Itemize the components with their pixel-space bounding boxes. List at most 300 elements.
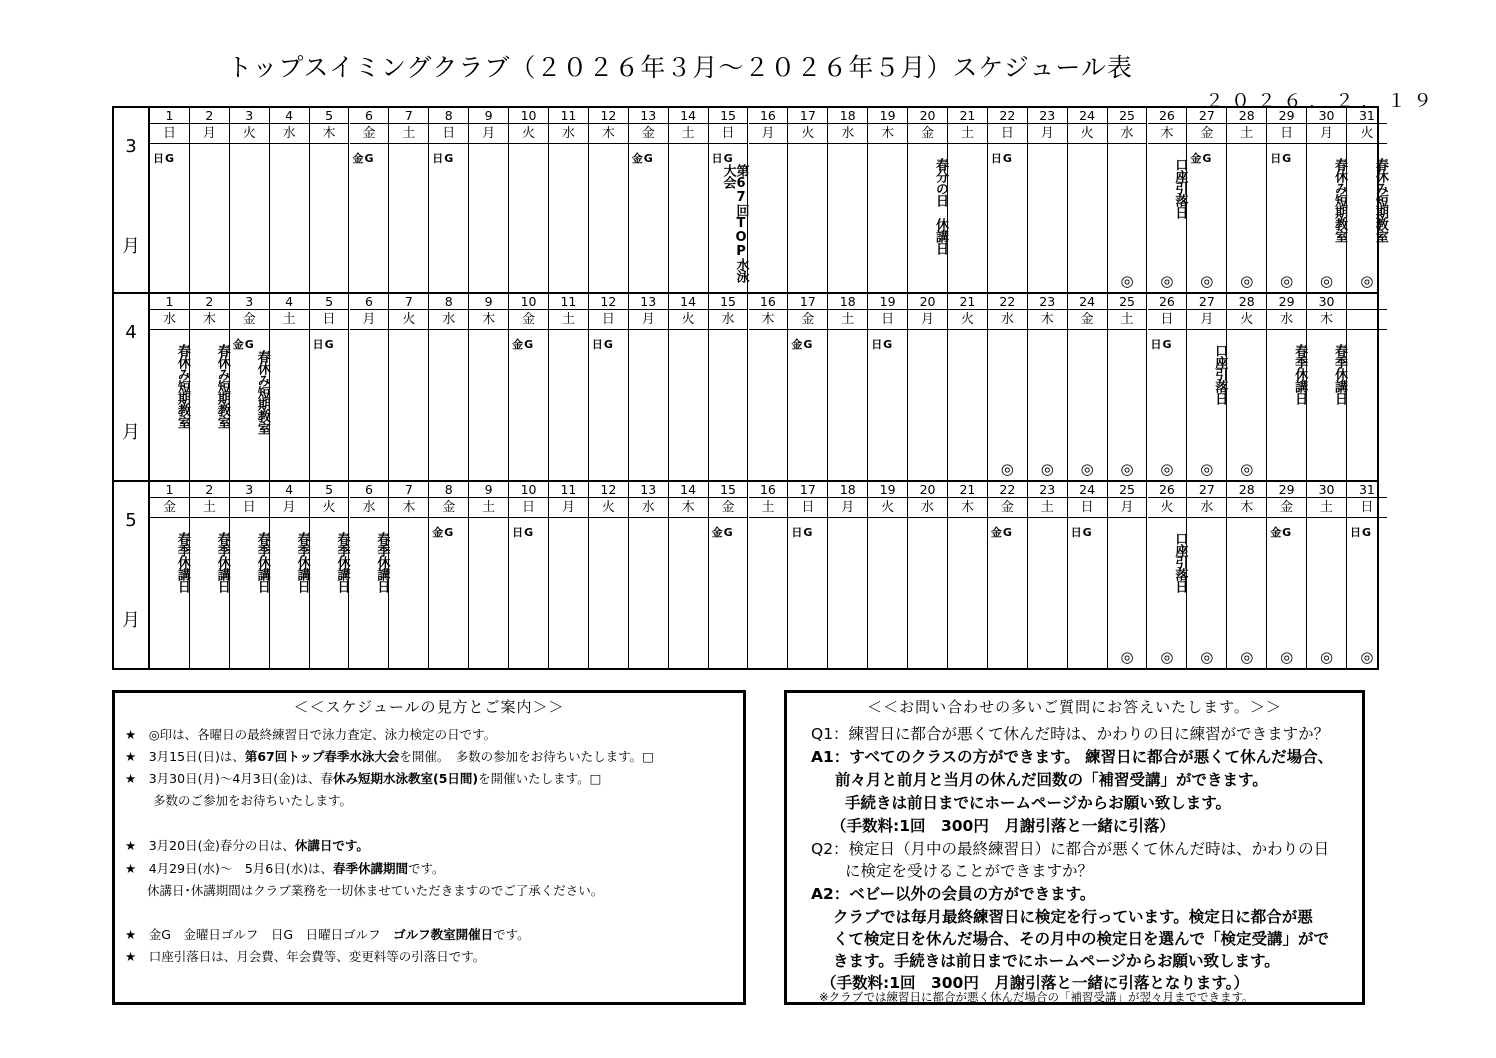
day-weekday: 水 [1267, 310, 1306, 330]
day-weekday: 月 [469, 124, 508, 144]
day-body [350, 332, 389, 480]
day-number: 16 [749, 482, 788, 498]
star-icon: ★ [125, 949, 137, 964]
day-number: 29 [1267, 482, 1306, 498]
day-body [589, 146, 628, 292]
exam-mark-icon: ◎ [1200, 460, 1214, 478]
exam-mark-icon: ◎ [1319, 648, 1334, 666]
day-cell [469, 294, 509, 480]
day-cell [190, 294, 230, 480]
day-weekday: 火 [1347, 124, 1387, 144]
day-weekday: 土 [1227, 124, 1266, 144]
day-body [1187, 332, 1226, 480]
day-weekday: 火 [509, 124, 548, 144]
day-number: 23 [1028, 108, 1067, 124]
day-weekday: 土 [948, 124, 987, 144]
event-text: 第67回TOP水泳大会 [720, 164, 749, 282]
day-cell [1108, 294, 1148, 480]
day-number: 22 [988, 482, 1027, 498]
day-weekday: 木 [1148, 124, 1187, 144]
day-number [1347, 294, 1387, 310]
star-icon: ★ [125, 771, 137, 786]
day-number: 14 [669, 108, 708, 124]
day-weekday: 金 [150, 498, 189, 518]
day-cell [908, 108, 948, 292]
day-cell [749, 482, 789, 668]
day-weekday: 火 [1227, 310, 1266, 330]
day-number: 12 [589, 294, 628, 310]
day-weekday: 火 [389, 310, 428, 330]
day-number: 2 [190, 294, 229, 310]
day-body [1028, 520, 1067, 668]
day-number: 4 [270, 482, 309, 498]
day-weekday: 土 [270, 310, 309, 330]
day-weekday: 土 [749, 498, 788, 518]
day-cell [709, 294, 749, 480]
day-body [1148, 332, 1187, 480]
day-weekday: 木 [589, 124, 628, 144]
day-number: 21 [948, 108, 987, 124]
day-number: 18 [828, 482, 867, 498]
faq-q2-line-2: に検定を受けることができますか？ [845, 862, 1094, 880]
day-number: 12 [589, 108, 628, 124]
day-weekday: 火 [669, 310, 708, 330]
event-text: 口座引落日 [1212, 344, 1228, 404]
day-weekday: 月 [549, 498, 588, 518]
day-body [669, 332, 708, 480]
day-cell [948, 294, 988, 480]
day-cell [629, 482, 669, 668]
day-weekday: 水 [270, 124, 309, 144]
day-weekday: 木 [948, 498, 987, 518]
day-weekday: 水 [350, 498, 389, 518]
day-number: 25 [1108, 108, 1147, 124]
exam-mark-icon: ◎ [1360, 272, 1374, 290]
day-number: 10 [509, 108, 548, 124]
day-weekday: 土 [1028, 498, 1067, 518]
day-number: 1 [150, 294, 189, 310]
day-number: 19 [868, 108, 907, 124]
event-text: 春季休講日 [334, 532, 350, 592]
month-block [114, 482, 1377, 668]
day-body [150, 146, 189, 292]
event-text: 春休み短期教室 [1372, 158, 1388, 242]
exam-mark-icon: ◎ [1200, 648, 1214, 666]
month-suffix: 月 [122, 236, 140, 257]
month-label [114, 294, 150, 480]
day-cell [948, 108, 988, 292]
day-cell [1227, 294, 1267, 480]
day-weekday: 金 [429, 498, 468, 518]
day-body [788, 332, 827, 480]
day-cell [1267, 482, 1307, 668]
day-number: 8 [429, 482, 468, 498]
golf-tag: 日G [432, 152, 455, 165]
event-text: 春季休講日 [1292, 344, 1308, 404]
day-cell [1347, 294, 1387, 480]
event-text: 春休み短期教室 [174, 344, 190, 428]
day-number: 19 [868, 482, 907, 498]
day-cell [270, 108, 310, 292]
golf-tag: 日G [791, 526, 814, 539]
day-number: 28 [1227, 108, 1266, 124]
day-weekday: 土 [1307, 498, 1346, 518]
golf-tag: 金G [791, 338, 814, 351]
day-weekday: 水 [1108, 124, 1147, 144]
day-number: 4 [270, 108, 309, 124]
day-cell [788, 108, 828, 292]
day-cell [509, 482, 549, 668]
day-number: 5 [310, 294, 349, 310]
month-number: 5 [125, 510, 137, 531]
day-weekday: 火 [1148, 498, 1187, 518]
day-cell [389, 482, 429, 668]
exam-mark-icon: ◎ [1160, 648, 1174, 666]
day-body [1148, 520, 1187, 668]
day-weekday: 木 [1227, 498, 1266, 518]
day-body [749, 520, 788, 668]
day-cell [1307, 482, 1347, 668]
exam-mark-icon: ◎ [1280, 272, 1294, 290]
golf-tag: 日G [153, 152, 176, 165]
star-icon: ★ [125, 749, 137, 764]
day-cell [509, 108, 549, 292]
day-body [230, 520, 269, 668]
day-cell [709, 108, 749, 292]
day-number: 21 [948, 294, 987, 310]
guide-line-8: ★ 金G 金曜日ゴルフ 日G 日曜日ゴルフ ゴルフ教室開催日です。 [125, 927, 530, 942]
day-cell [988, 482, 1028, 668]
day-weekday: 月 [1108, 498, 1147, 518]
day-number: 7 [389, 482, 428, 498]
day-number: 6 [350, 108, 389, 124]
day-cell [868, 108, 908, 292]
day-body [1028, 332, 1067, 480]
event-text: 春季休講日 [214, 532, 230, 592]
month-number: 3 [125, 136, 137, 157]
day-number: 20 [908, 108, 947, 124]
day-weekday: 水 [429, 310, 468, 330]
day-body [988, 146, 1027, 292]
day-cell [549, 108, 589, 292]
day-cell [589, 482, 629, 668]
day-weekday: 日 [1068, 498, 1107, 518]
day-weekday: 土 [389, 124, 428, 144]
day-body [270, 520, 309, 668]
day-body [1108, 332, 1147, 480]
day-number: 3 [230, 108, 269, 124]
day-weekday: 月 [1307, 124, 1346, 144]
exam-mark-icon: ◎ [1160, 460, 1174, 478]
golf-tag: 日G [990, 152, 1013, 165]
day-cell [230, 108, 270, 292]
event-text: 春季休講日 [1331, 344, 1347, 404]
day-weekday: 木 [1028, 310, 1067, 330]
star-icon: ★ [125, 927, 137, 942]
day-number: 13 [629, 108, 668, 124]
day-weekday: 月 [190, 124, 229, 144]
day-number: 15 [709, 294, 748, 310]
day-body [230, 146, 269, 292]
day-cell [828, 108, 868, 292]
day-body [1307, 520, 1346, 668]
day-body [1108, 146, 1147, 292]
golf-tag: 日G [1270, 152, 1293, 165]
day-cell [469, 108, 509, 292]
day-weekday: 火 [948, 310, 987, 330]
faq-box [784, 690, 1365, 1005]
day-body [549, 146, 588, 292]
day-number: 26 [1148, 482, 1187, 498]
day-weekday: 木 [469, 310, 508, 330]
faq-q2-line-1: Q2：検定日（月中の最終練習日）に都合が悪くて休んだ時は、かわりの日 [811, 840, 1330, 858]
day-weekday: 月 [1028, 124, 1067, 144]
exam-mark-icon: ◎ [1120, 648, 1134, 666]
day-number: 14 [669, 294, 708, 310]
exam-mark-icon: ◎ [1040, 460, 1054, 478]
day-body [389, 146, 428, 292]
day-body [1267, 146, 1306, 292]
day-body [469, 332, 508, 480]
day-body [1267, 332, 1306, 480]
day-body [749, 332, 788, 480]
day-number: 20 [908, 294, 947, 310]
faq-heading: ＜＜お問い合わせの多いご質問にお答えいたします。＞＞ [867, 698, 1282, 716]
day-number: 13 [629, 294, 668, 310]
day-body [868, 146, 907, 292]
month-suffix: 月 [122, 610, 140, 631]
day-body [549, 520, 588, 668]
day-cell [350, 482, 390, 668]
day-weekday: 日 [1347, 498, 1387, 518]
day-weekday: 金 [509, 310, 548, 330]
golf-tag: 金G [232, 338, 255, 351]
golf-tag: 金G [432, 526, 455, 539]
day-weekday: 日 [868, 310, 907, 330]
day-cell [429, 108, 469, 292]
day-body [509, 146, 548, 292]
day-number: 16 [749, 294, 788, 310]
day-weekday: 木 [389, 498, 428, 518]
day-body [709, 332, 748, 480]
day-cell [988, 108, 1028, 292]
guide-line-1: ★ ◎印は、各曜日の最終練習日で泳力査定、泳力検定の日です。 [125, 727, 497, 742]
day-weekday: 月 [749, 124, 788, 144]
day-weekday: 月 [350, 310, 389, 330]
day-body [828, 146, 867, 292]
day-cell [709, 482, 749, 668]
day-weekday: 日 [988, 124, 1027, 144]
day-number: 12 [589, 482, 628, 498]
day-number: 14 [669, 482, 708, 498]
day-body [1307, 332, 1346, 480]
day-cell [429, 482, 469, 668]
faq-a1-line-4: （手数料:1回 300円 月謝引落と一緒に引落） [831, 817, 1175, 835]
day-number: 11 [549, 108, 588, 124]
day-number: 18 [828, 294, 867, 310]
day-number: 13 [629, 482, 668, 498]
faq-a2-line-2: クラブでは毎月最終練習日に検定を行っています。検定日に都合が悪 [833, 908, 1313, 926]
day-body [589, 520, 628, 668]
day-cell [190, 108, 230, 292]
day-number: 6 [350, 294, 389, 310]
page-title: トップスイミングクラブ（２０２６年３月～２０２６年５月）スケジュール表 [227, 53, 1133, 82]
day-number: 20 [908, 482, 947, 498]
day-body [270, 332, 309, 480]
day-cell [1028, 294, 1068, 480]
day-body [868, 520, 907, 668]
day-body [1187, 146, 1226, 292]
day-weekday [1347, 310, 1387, 330]
event-text: 口座引落日 [1172, 532, 1188, 592]
day-weekday: 水 [988, 310, 1027, 330]
month-label [114, 108, 150, 292]
day-cell [469, 482, 509, 668]
day-weekday: 月 [1187, 310, 1226, 330]
day-cell [908, 482, 948, 668]
day-weekday: 金 [1267, 498, 1306, 518]
day-number: 29 [1267, 294, 1306, 310]
guide-line-2: ★ 3月15日(日)は、第67回トップ春季水泳大会を開催。 多数の参加をお待ちいたします。□ [125, 749, 654, 764]
day-cell [230, 482, 270, 668]
day-cell [948, 482, 988, 668]
day-cell [669, 482, 709, 668]
day-weekday: 金 [629, 124, 668, 144]
month-number: 4 [125, 322, 137, 343]
day-cell [1148, 482, 1188, 668]
day-cell [1148, 294, 1188, 480]
day-body [1068, 146, 1107, 292]
event-text: 春休み短期教室 [214, 344, 230, 428]
golf-tag: 金G [1190, 152, 1213, 165]
day-weekday: 月 [828, 498, 867, 518]
day-cell [1227, 108, 1267, 292]
day-cell [868, 482, 908, 668]
faq-note: ※クラブでは練習日に都合が悪く休んだ場合の「補習受講」が翌々月までできます。 [819, 990, 1254, 1004]
day-body [828, 520, 867, 668]
day-body [469, 146, 508, 292]
day-weekday: 火 [1068, 124, 1107, 144]
day-weekday: 日 [230, 498, 269, 518]
day-body [1267, 520, 1306, 668]
day-number: 15 [709, 482, 748, 498]
golf-tag: 日G [312, 338, 335, 351]
day-weekday: 日 [788, 498, 827, 518]
day-number: 11 [549, 294, 588, 310]
day-body [350, 146, 389, 292]
day-weekday: 日 [150, 124, 189, 144]
guide-heading: ＜＜スケジュールの見方とご案内＞＞ [293, 698, 565, 716]
day-body [629, 520, 668, 668]
day-cell [908, 294, 948, 480]
day-body [1307, 146, 1346, 292]
day-cell [150, 482, 190, 668]
day-weekday: 月 [270, 498, 309, 518]
golf-tag: 金G [1270, 526, 1293, 539]
day-body [270, 146, 309, 292]
exam-mark-icon: ◎ [1160, 272, 1174, 290]
day-number: 30 [1307, 482, 1346, 498]
schedule-grid [112, 106, 1388, 670]
day-number: 24 [1068, 482, 1107, 498]
event-text: 春季休講日 [254, 532, 270, 592]
day-weekday: 水 [549, 124, 588, 144]
day-number: 24 [1068, 294, 1107, 310]
exam-mark-icon: ◎ [1120, 272, 1134, 290]
day-weekday: 金 [988, 498, 1027, 518]
event-text: 春季休講日 [294, 532, 310, 592]
day-body [549, 332, 588, 480]
day-weekday: 金 [1187, 124, 1226, 144]
day-body [669, 146, 708, 292]
exam-mark-icon: ◎ [1360, 648, 1374, 666]
day-body [948, 146, 987, 292]
day-number: 9 [469, 108, 508, 124]
day-number: 17 [788, 294, 827, 310]
day-number: 25 [1108, 482, 1147, 498]
day-cell [1267, 108, 1307, 292]
day-number: 27 [1187, 294, 1226, 310]
faq-a2-line-3: くて検定日を休んだ場合、その月中の検定日を選んで「検定受講」がで [833, 930, 1330, 948]
faq-a1-line-3: 手続きは前日までにホームページからお願い致します。 [845, 794, 1231, 812]
day-number: 9 [469, 482, 508, 498]
day-body [389, 332, 428, 480]
day-cell [389, 294, 429, 480]
day-body [589, 332, 628, 480]
day-number: 5 [310, 482, 349, 498]
day-weekday: 日 [509, 498, 548, 518]
day-cell [549, 482, 589, 668]
day-cell [1307, 108, 1347, 292]
day-number: 30 [1307, 294, 1346, 310]
day-body [828, 332, 867, 480]
star-icon: ★ [125, 838, 137, 853]
guide-line-5: ★ 3月20日(金)春分の日は、休講日です。 [125, 838, 369, 853]
day-body [1347, 520, 1387, 668]
issue-date: ２０２６．２．１９ [1205, 90, 1440, 112]
day-cell [1187, 294, 1227, 480]
day-cell [270, 482, 310, 668]
day-cell [1227, 482, 1267, 668]
day-number: 3 [230, 482, 269, 498]
event-text: 春季休講日 [174, 532, 190, 592]
day-cell [1068, 482, 1108, 668]
guide-line-6: ★ 4月29日(水)～ 5月6日(水)は、春季休講期間です。 [125, 861, 445, 876]
day-body [1108, 520, 1147, 668]
day-weekday: 月 [629, 310, 668, 330]
day-weekday: 土 [469, 498, 508, 518]
day-weekday: 火 [230, 124, 269, 144]
day-weekday: 日 [429, 124, 468, 144]
day-body [709, 520, 748, 668]
day-weekday: 水 [828, 124, 867, 144]
day-cell [1028, 482, 1068, 668]
day-number: 25 [1108, 294, 1147, 310]
day-number: 28 [1227, 294, 1266, 310]
day-number: 17 [788, 482, 827, 498]
faq-a2-line-1: A2：ベビー以外の会員の方ができます。 [811, 885, 1096, 903]
event-text: 春休み短期教室 [1331, 158, 1347, 242]
day-body [948, 520, 987, 668]
day-cell [828, 294, 868, 480]
day-cell [350, 108, 390, 292]
exam-mark-icon: ◎ [1000, 460, 1014, 478]
exam-mark-icon: ◎ [1319, 272, 1334, 290]
day-body [509, 332, 548, 480]
guide-line-4: 多数のご参加をお待ちいたします。 [153, 793, 353, 808]
day-body [1227, 332, 1266, 480]
day-weekday: 水 [709, 310, 748, 330]
